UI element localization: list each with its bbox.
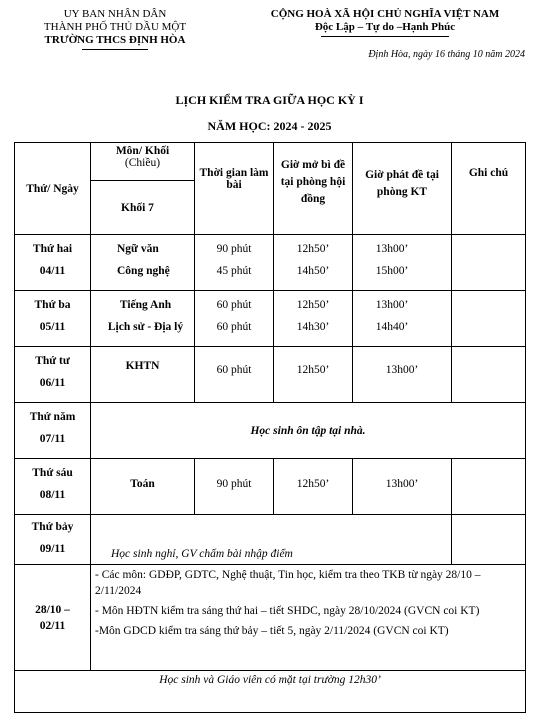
header-hand-time-label: Giờ phát đề tại phòng KT (365, 169, 439, 198)
notes-row (15, 565, 526, 671)
duration-value: 45 phút (216, 265, 252, 277)
notes-date-cell (15, 565, 91, 671)
day-message (91, 403, 526, 459)
notes-date-from: 28/10 – (35, 603, 70, 616)
note-cell (452, 459, 526, 515)
open-time-value: 14h30’ (296, 321, 330, 333)
open-time-value: 12h50’ (296, 243, 330, 255)
day-message (91, 515, 452, 565)
duration-value: 90 phút (216, 478, 252, 490)
hand-time-value: 13h00’ (375, 243, 409, 255)
day-cell (15, 459, 91, 515)
day-name: Thứ tư (35, 355, 70, 367)
hand-time-value: 13h00’ (385, 364, 419, 376)
open-time-cell (274, 235, 353, 291)
header-subject-label: Môn/ Khối (115, 145, 170, 157)
note-cell (452, 347, 526, 403)
issuer-line-2: THÀNH PHỐ THỦ DẦU MỘT (43, 21, 187, 33)
footer-text: Học sinh và Giáo viên có mặt tại trường 12h30’ (159, 674, 381, 686)
duration-cell (195, 291, 274, 347)
day-date: 06/11 (39, 377, 66, 389)
note-cell (452, 515, 526, 565)
subject-name: Ngữ văn (117, 243, 159, 255)
hand-time-value: 13h00’ (375, 299, 409, 311)
subject-name: Tiếng Anh (119, 299, 172, 311)
duration-cell (195, 347, 274, 403)
day-name: Thứ hai (32, 243, 73, 255)
school-year: NĂM HỌC: 2024 - 2025 (207, 119, 332, 133)
open-time-value: 14h50’ (296, 265, 330, 277)
subject-name: Công nghệ (117, 265, 170, 277)
note-hdtn: - Môn HĐTN kiểm tra sáng thứ hai – tiết SHDC, ngày 28/10/2024 (GVCN coi KT) (95, 605, 480, 617)
hand-time-value: 14h40’ (375, 321, 409, 333)
header-subject (91, 143, 195, 181)
subject-cell (91, 291, 195, 347)
header-row (15, 143, 526, 181)
header-day (15, 143, 91, 235)
day-cell (15, 403, 91, 459)
header-duration-label: Thời gian làm bài (199, 167, 269, 191)
duration-value: 90 phút (216, 243, 252, 255)
table-row (15, 403, 526, 459)
subject-name: Lịch sử - Địa lý (107, 321, 184, 333)
header-grade (91, 181, 195, 235)
open-time-cell (274, 459, 353, 515)
open-time-cell (274, 291, 353, 347)
national-title: CỘNG HOÀ XÃ HỘI CHỦ NGHĨA VIỆT NAM (270, 8, 500, 20)
issuer-underline (82, 49, 148, 50)
day-name: Thứ sáu (32, 467, 73, 479)
document-title: LỊCH KIỂM TRA GIỮA HỌC KỲ I (175, 93, 364, 107)
day-name: Thứ ba (34, 299, 71, 311)
day-date: 07/11 (39, 433, 66, 445)
hand-time-cell (353, 459, 452, 515)
subject-cell (91, 347, 195, 403)
table-row (15, 459, 526, 515)
national-header (255, 8, 515, 37)
day-name: Thứ năm (29, 411, 76, 423)
day-cell (15, 235, 91, 291)
day-name: Thứ bảy (31, 521, 74, 533)
issuer-line-1: UY BAN NHÂN DÂN (63, 8, 167, 20)
day-message-text: Học sinh ôn tập tại nhà. (250, 424, 366, 437)
hand-time-value: 15h00’ (375, 265, 409, 277)
header-grade-label: Khối 7 (121, 201, 154, 214)
day-cell (15, 515, 91, 565)
day-date: 08/11 (39, 489, 66, 501)
footer-cell (15, 671, 526, 713)
hand-time-value: 13h00’ (385, 478, 419, 490)
day-date: 04/11 (39, 265, 66, 277)
header-note (452, 143, 526, 235)
header-duration (195, 143, 274, 235)
national-motto: Độc Lập – Tự do –Hạnh Phúc (314, 21, 456, 33)
issuer-header (20, 8, 210, 50)
school-name: TRƯỜNG THCS ĐỊNH HÒA (44, 34, 186, 46)
table-row (15, 235, 526, 291)
note-gdcd: -Môn GDCD kiểm tra sáng thứ bảy – tiết 5, ngày 2/11/2024 (GVCN coi KT) (95, 625, 449, 637)
table-row (15, 515, 526, 565)
subject-name: KHTN (125, 360, 160, 372)
duration-value: 60 phút (216, 364, 252, 376)
duration-cell (195, 459, 274, 515)
header-day-label: Thứ/ Ngày (26, 182, 79, 195)
day-cell (15, 291, 91, 347)
table-row (15, 347, 526, 403)
duration-cell (195, 235, 274, 291)
exam-schedule-table (14, 142, 526, 713)
open-time-value: 12h50’ (296, 299, 330, 311)
notes-date-to: 02/11 (39, 619, 66, 632)
duration-value: 60 phút (216, 321, 252, 333)
open-time-value: 12h50’ (296, 478, 330, 490)
day-message-text: Học sinh nghỉ, GV chấm bài nhập điểm (111, 548, 293, 560)
note-general-subjects: - Các môn: GDĐP, GDTC, Nghệ thuật, Tin học, kiểm tra theo TKB từ ngày 28/10 – 2/11/2024 (95, 569, 481, 597)
subject-cell (91, 235, 195, 291)
header-hand-time (353, 143, 452, 235)
day-date: 09/11 (39, 543, 66, 555)
day-cell (15, 347, 91, 403)
header-note-label: Ghi chú (468, 167, 509, 179)
duration-value: 60 phút (216, 299, 252, 311)
open-time-cell (274, 347, 353, 403)
footer-row (15, 671, 526, 713)
header-open-time (274, 143, 353, 235)
hand-time-cell (353, 235, 452, 291)
header-open-time-label: Giờ mở bì đề tại phòng hội đồng (280, 159, 346, 205)
note-cell (452, 291, 526, 347)
day-date: 05/11 (39, 321, 66, 333)
notes-cell (91, 565, 526, 671)
issue-date: Định Hòa, ngày 16 tháng 10 năm 2024 (368, 49, 525, 60)
header-subject-sub: (Chiều) (124, 157, 161, 169)
hand-time-cell (353, 347, 452, 403)
motto-underline (321, 36, 449, 37)
table-row (15, 291, 526, 347)
note-cell (452, 235, 526, 291)
hand-time-cell (353, 291, 452, 347)
subject-name: Toán (130, 478, 155, 490)
subject-cell (91, 459, 195, 515)
open-time-value: 12h50’ (296, 364, 330, 376)
